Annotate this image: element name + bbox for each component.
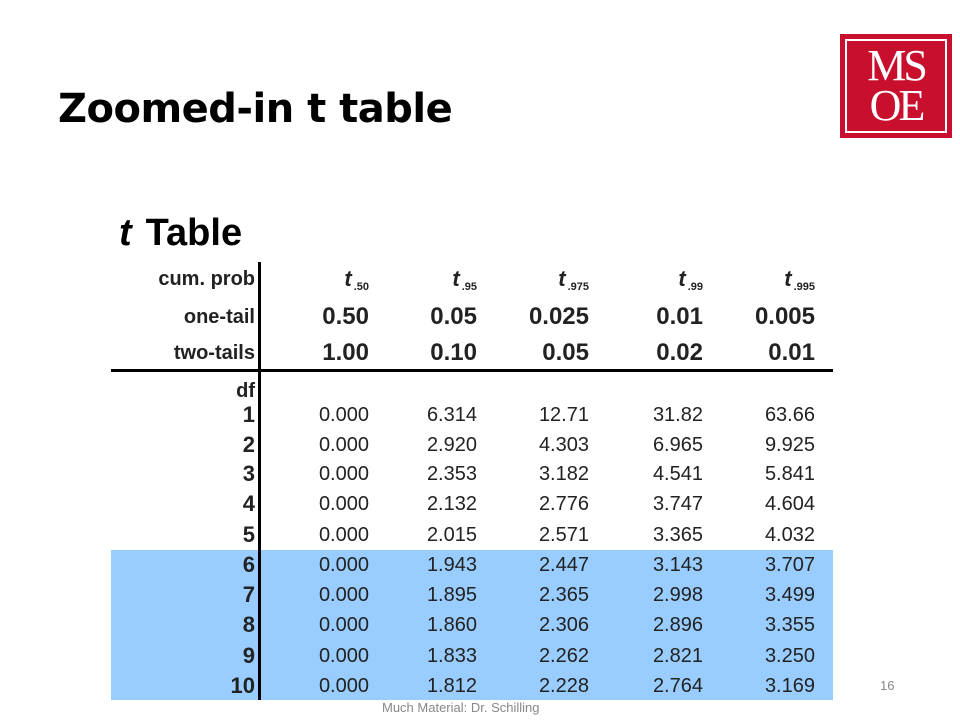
value-cell: 3.182 bbox=[538, 463, 589, 485]
table-row bbox=[111, 641, 833, 671]
header-cell: 0.10 bbox=[430, 339, 477, 366]
value-cell: 2.896 bbox=[652, 614, 703, 636]
value-cell: 0.000 bbox=[318, 554, 369, 576]
df-cell: 9 bbox=[242, 643, 255, 668]
value-cell: 1.860 bbox=[426, 614, 477, 636]
value-cell: 2.776 bbox=[538, 493, 589, 515]
header-row bbox=[111, 302, 833, 332]
value-cell: 0.000 bbox=[318, 493, 369, 515]
value-cell: 0.000 bbox=[318, 675, 369, 697]
value-cell: 0.000 bbox=[318, 524, 369, 546]
value-cell: 2.447 bbox=[538, 554, 589, 576]
df-cell: 6 bbox=[242, 552, 255, 577]
header-cell: 0.01 bbox=[656, 303, 703, 330]
value-cell: 31.82 bbox=[652, 404, 703, 426]
value-cell: 2.571 bbox=[538, 524, 589, 546]
value-cell: 0.000 bbox=[318, 404, 369, 426]
header-cell: 0.025 bbox=[528, 303, 589, 330]
vertical-divider bbox=[258, 262, 261, 700]
value-cell: 2.262 bbox=[538, 645, 589, 667]
value-cell: 3.143 bbox=[652, 554, 703, 576]
value-cell: 3.169 bbox=[764, 675, 815, 697]
value-cell: 3.250 bbox=[764, 645, 815, 667]
heading-t: t bbox=[119, 212, 132, 254]
value-cell: 2.365 bbox=[538, 584, 589, 606]
value-cell: 2.353 bbox=[426, 463, 477, 485]
t-table-heading bbox=[119, 212, 242, 255]
value-cell: 2.920 bbox=[426, 434, 477, 456]
value-cell: 3.365 bbox=[652, 524, 703, 546]
value-cell: 2.998 bbox=[652, 584, 703, 606]
msoe-logo bbox=[840, 34, 952, 138]
header-cell: t .50 bbox=[344, 266, 369, 293]
slide-footer: Much Material: Dr. Schilling bbox=[382, 700, 540, 715]
page-number: 16 bbox=[880, 678, 895, 693]
df-cell: 4 bbox=[242, 491, 255, 516]
df-cell: 10 bbox=[230, 673, 255, 698]
header-cell: 0.50 bbox=[322, 303, 369, 330]
value-cell: 3.747 bbox=[652, 493, 703, 515]
header-cell: 1.00 bbox=[322, 339, 369, 366]
value-cell: 9.925 bbox=[764, 434, 815, 456]
table-row bbox=[111, 610, 833, 640]
horizontal-divider bbox=[111, 369, 833, 372]
value-cell: 12.71 bbox=[538, 404, 589, 426]
df-label: df bbox=[236, 380, 255, 402]
value-cell: 4.604 bbox=[764, 493, 815, 515]
value-cell: 1.812 bbox=[426, 675, 477, 697]
value-cell: 6.965 bbox=[652, 434, 703, 456]
header-row bbox=[111, 338, 833, 368]
t-table-image bbox=[111, 208, 833, 700]
table-row bbox=[111, 671, 833, 701]
df-cell: 2 bbox=[242, 432, 255, 457]
value-cell: 2.306 bbox=[538, 614, 589, 636]
header-cell: t .95 bbox=[452, 266, 477, 293]
df-cell: 1 bbox=[242, 402, 255, 427]
value-cell: 0.000 bbox=[318, 463, 369, 485]
table-row bbox=[111, 550, 833, 580]
table-row bbox=[111, 580, 833, 610]
value-cell: 4.032 bbox=[764, 524, 815, 546]
value-cell: 0.000 bbox=[318, 434, 369, 456]
table-row bbox=[111, 459, 833, 489]
value-cell: 1.895 bbox=[426, 584, 477, 606]
value-cell: 0.000 bbox=[318, 584, 369, 606]
header-cell: 0.005 bbox=[754, 303, 815, 330]
header-label: one-tail bbox=[183, 306, 255, 328]
value-cell: 2.764 bbox=[652, 675, 703, 697]
value-cell: 6.314 bbox=[426, 404, 477, 426]
value-cell: 1.943 bbox=[426, 554, 477, 576]
value-cell: 0.000 bbox=[318, 614, 369, 636]
header-label: two-tails bbox=[173, 342, 255, 364]
header-cell: 0.05 bbox=[430, 303, 477, 330]
header-row bbox=[111, 264, 833, 294]
df-cell: 5 bbox=[242, 522, 255, 547]
df-cell: 7 bbox=[242, 582, 255, 607]
value-cell: 63.66 bbox=[764, 404, 815, 426]
logo-line-1: MS bbox=[867, 41, 925, 90]
df-cell: 8 bbox=[242, 612, 255, 637]
value-cell: 0.000 bbox=[318, 645, 369, 667]
value-cell: 3.707 bbox=[764, 554, 815, 576]
header-cell: t .99 bbox=[678, 266, 703, 293]
header-cell: 0.05 bbox=[542, 339, 589, 366]
value-cell: 2.821 bbox=[652, 645, 703, 667]
value-cell: 2.132 bbox=[426, 493, 477, 515]
value-cell: 5.841 bbox=[764, 463, 815, 485]
value-cell: 3.355 bbox=[764, 614, 815, 636]
header-cell: 0.02 bbox=[656, 339, 703, 366]
heading-word: Table bbox=[145, 212, 243, 254]
slide-title: Zoomed-in t table bbox=[58, 86, 453, 132]
value-cell: 3.499 bbox=[764, 584, 815, 606]
table-row bbox=[111, 430, 833, 460]
logo-line-2: OE bbox=[869, 81, 923, 130]
header-label: cum. prob bbox=[158, 268, 255, 290]
header-cell: 0.01 bbox=[768, 339, 815, 366]
value-cell: 1.833 bbox=[426, 645, 477, 667]
header-cell: t .975 bbox=[558, 266, 589, 293]
header-cell: t .995 bbox=[784, 266, 815, 293]
table-row bbox=[111, 489, 833, 519]
df-cell: 3 bbox=[242, 461, 255, 486]
value-cell: 4.541 bbox=[652, 463, 703, 485]
table-row bbox=[111, 400, 833, 430]
table-row bbox=[111, 520, 833, 550]
value-cell: 2.228 bbox=[538, 675, 589, 697]
value-cell: 2.015 bbox=[426, 524, 477, 546]
value-cell: 4.303 bbox=[538, 434, 589, 456]
